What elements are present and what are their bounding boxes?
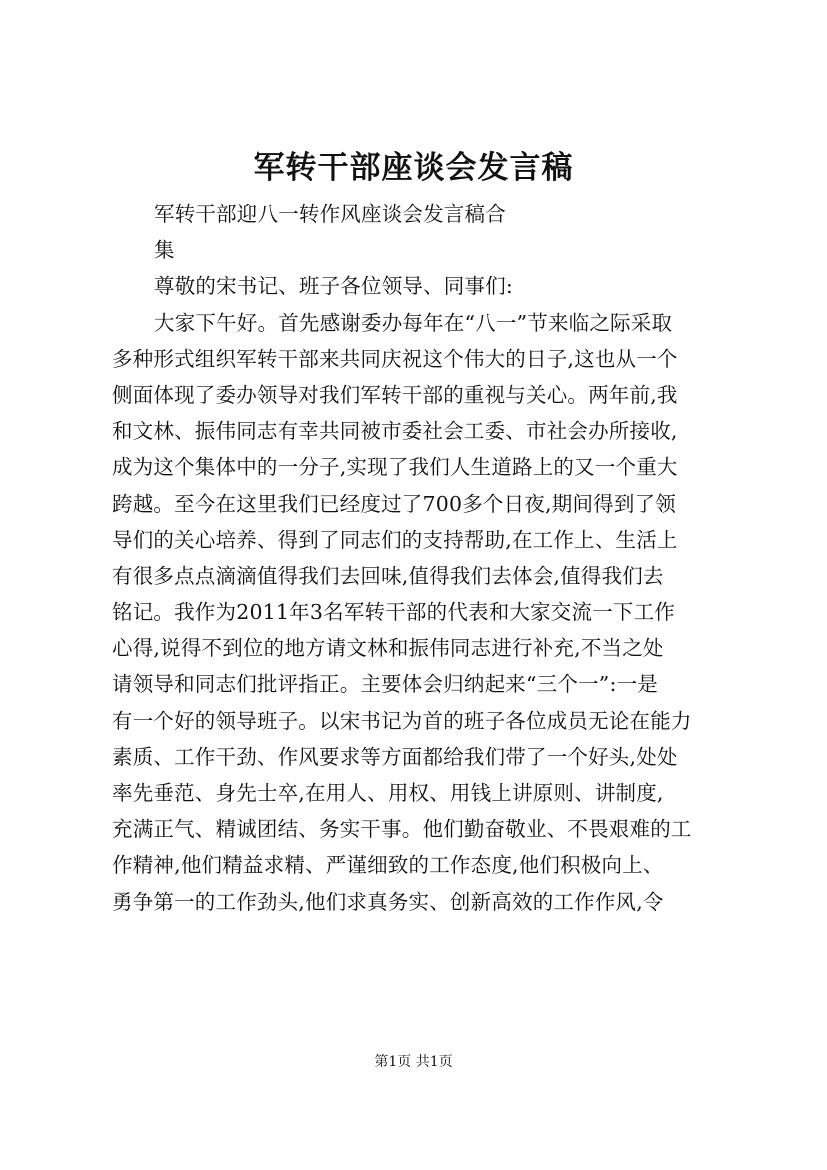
text-line: 率先垂范、身先士卒,在用人、用权、用钱上讲原则、讲制度, (112, 781, 664, 805)
text-line: 导们的关心培养、得到了同志们的支持帮助,在工作上、生活上 (112, 527, 678, 552)
text-line: 尊敬的宋书记、班子各位领导、同事们: (154, 274, 514, 299)
text-line: 大家下午好。首先感谢委办每年在“八一”节来临之际采取 (154, 310, 673, 335)
text-line: 有很多点点滴滴值得我们去回味,值得我们去体会,值得我们去 (112, 563, 664, 588)
text-line: 军转干部迎八一转作风座谈会发言稿合 (154, 202, 506, 226)
text-line: 侧面体现了委办领导对我们军转干部的重视与关心。两年前,我 (112, 382, 678, 407)
text-line: 请领导和同志们批评指正。主要体会归纳起来“三个一”:一是 (112, 672, 658, 697)
document-title: 军转干部座谈会发言稿 (253, 150, 574, 186)
text-line: 素质、工作干劲、作风要求等方面都给我们带了一个好头,处处 (112, 744, 678, 769)
page-footer: 第1页 共1页 (374, 1054, 453, 1070)
text-line: 成为这个集体中的一分子,实现了我们人生道路上的又一个重大 (112, 455, 678, 480)
text-line: 多种形式组织军转干部来共同庆祝这个伟大的日子,这也从一个 (112, 346, 678, 371)
text-line: 充满正气、精诚团结、务实干事。他们勤奋敬业、不畏艰难的工 (112, 817, 692, 842)
text-line: 集 (154, 238, 175, 263)
text-line: 作精神,他们精益求精、严谨细致的工作态度,他们积极向上、 (112, 853, 664, 878)
text-line: 有一个好的领导班子。以宋书记为首的班子各位成员无论在能力 (112, 708, 692, 733)
text-line: 跨越。至今在这里我们已经度过了700多个日夜,期间得到了领 (112, 491, 676, 516)
document-body (112, 196, 732, 920)
text-line: 铭记。我作为2011年3名军转干部的代表和大家交流一下工作 (112, 600, 676, 625)
text-line: 勇争第一的工作劲头,他们求真务实、创新高效的工作作风,令 (112, 889, 664, 914)
text-line: 和文林、振伟同志有幸共同被市委社会工委、市社会办所接收, (112, 419, 678, 444)
text-line: 心得,说得不到位的地方请文林和振伟同志进行补充,不当之处 (112, 636, 664, 661)
